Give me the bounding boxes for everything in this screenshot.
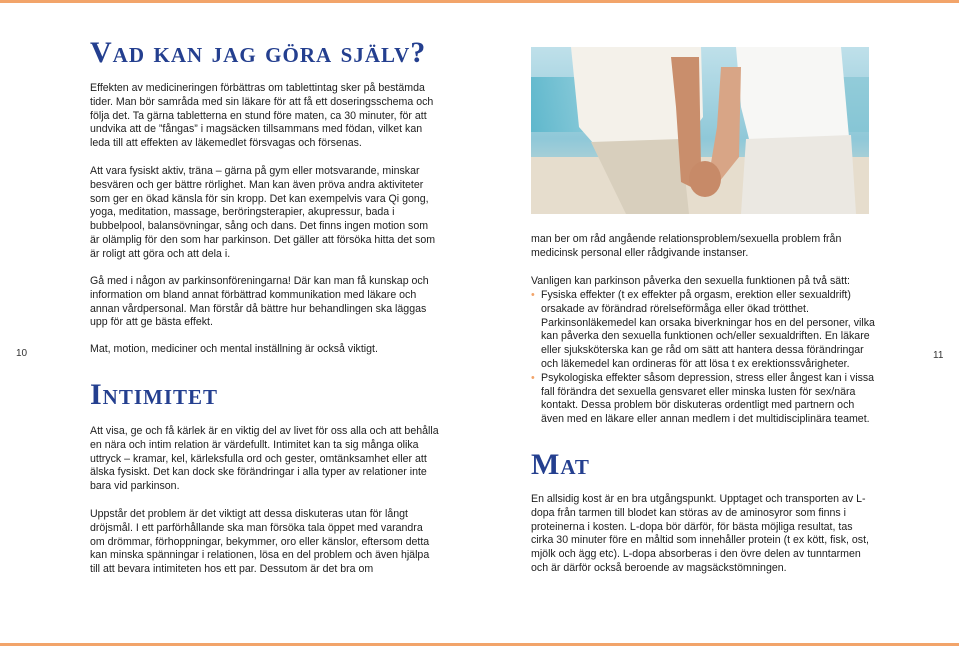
effects-bullet-list	[531, 289, 876, 427]
paragraph-mat: En allsidig kost är en bra utgångspunkt. Upptaget och transporten av L-dopa från tarmen till blodet kan störas av de aminosyror som finns i proteinerna i kosten. L-dopa bör därför, för bästa möjliga resultat, tas cirka 30 minuter före en måltid som innehåller protein (t ex kött, fisk, ost, mjölk och ägg etc). L-dopa absorberas i den övre delen av tunntarmen och är därför också beroende av magsäckstömningen.	[531, 493, 869, 574]
list-item	[531, 372, 876, 427]
paragraph-sexuell-funktion-intro: Vanligen kan parkinson påverka den sexuella funktionen på två sätt:	[531, 275, 851, 287]
paragraph-parkinsonforeningar: Gå med i någon av parkinsonföreningarna! Där kan man få kunskap och information om bland annat förbättrad kommunikation med läkare och annan vårdpersonal. Man förstår då bättre hur behandlingen ska läggas upp för att ge bästa effekt.	[90, 275, 429, 329]
top-accent-line	[0, 0, 959, 3]
bullet-dot-icon: •	[531, 289, 535, 301]
bullet-text: Fysiska effekter (t ex effekter på orgasm, erektion eller sexualdrift) orsakade av förändrad rörelseförmåga eller ökad trötthet. Parkinsonläkemedel kan orsaka biverkningar hos en del personer, vilka kan påverka den sexuella funktionen och/eller sexualdriften. En läkare eller sjuksköterska kan ge råd om sätt att hantera dessa förändringar och läkemedel kan ordineras för att lösa t ex erektionssvårigheter.	[541, 289, 875, 370]
paragraph-intimitet-1: Att visa, ge och få kärlek är en viktig del av livet för oss alla och att behålla en nära och intim relation är värdefullt. Intimitet kan ta sig många olika uttryck – kramar, kel, kärleksfulla ord och gester, omtänksamhet eller att älska fysiskt. Det kan dock ske förändringar i alla typer av relationer inte bara vid parkinson.	[90, 425, 439, 493]
heading-intimitet: Intimitet	[90, 378, 219, 411]
photo-illustration	[531, 47, 869, 214]
paragraph-fysiskt-aktiv: Att vara fysiskt aktiv, träna – gärna på gym eller motsvarande, minskar besvären och ger bättre rörlighet. Man kan även pröva andra aktiviteter som ger en ökad känsla för sin kropp. Det kan exempelvis vara Qi gong, yoga, meditation, massage, beröringsterapier, akupressur, bada i bubbelpool, balansövningar, sång och dans. Det finns ingen motion som är olämplig för den som har parkinson. Det gäller att försöka hitta det som är roligt att göra och att dela i.	[90, 165, 436, 260]
page-number-right: 11	[933, 350, 944, 361]
heading-mat: Mat	[531, 448, 590, 481]
paragraph-medicinering: Effekten av medicineringen förbättras om tablettintag sker på bestämda tider. Man bör samråda med sin läkare för att få ett doseringsschema och följa det. Ta gärna tabletterna en stund före maten, ca 30 minuter, för att undvika att de ”fångas” i magsäcken tillsammans med födan, vilket kan leda till att effekten av läkemedlet försvagas och försenas.	[90, 82, 434, 150]
paragraph-mat-motion: Mat, motion, mediciner och mental inställning är också viktigt.	[90, 343, 378, 355]
heading-vad-kan-jag-gora-sjalv: Vad kan jag göra själv?	[90, 36, 427, 69]
page-number-left: 10	[16, 348, 28, 359]
bullet-dot-icon: •	[531, 371, 535, 384]
bullet-text: Psykologiska effekter såsom depression, stress eller ångest kan i vissa fall förändra det sexuella gensvaret eller minska lusten för sex/nära kontakt. Dessa problem bör diskuteras ordentligt med partnern och även med en läkare eller annan medlem i det multidisciplinära teamet.	[541, 371, 875, 426]
couple-holding-hands-photo	[531, 47, 869, 214]
paragraph-rad-relationsproblem: man ber om råd angående relationsproblem/sexuella problem från medicinsk personal eller rådgivande instanser.	[531, 233, 842, 259]
list-item	[531, 289, 876, 372]
paragraph-intimitet-2: Uppstår det problem är det viktigt att dessa diskuteras utan för långt dröjsmål. I ett parförhållande ska man försöka tala öppet med varandra om drömmar, förhoppningar, bekymmer, oro eller känslor, eftersom detta kan minska spänningar i relationen, lösa en del problem och även hjälpa till att bevara intimiteten hos ett par. Dessutom är det bra om	[90, 508, 430, 576]
